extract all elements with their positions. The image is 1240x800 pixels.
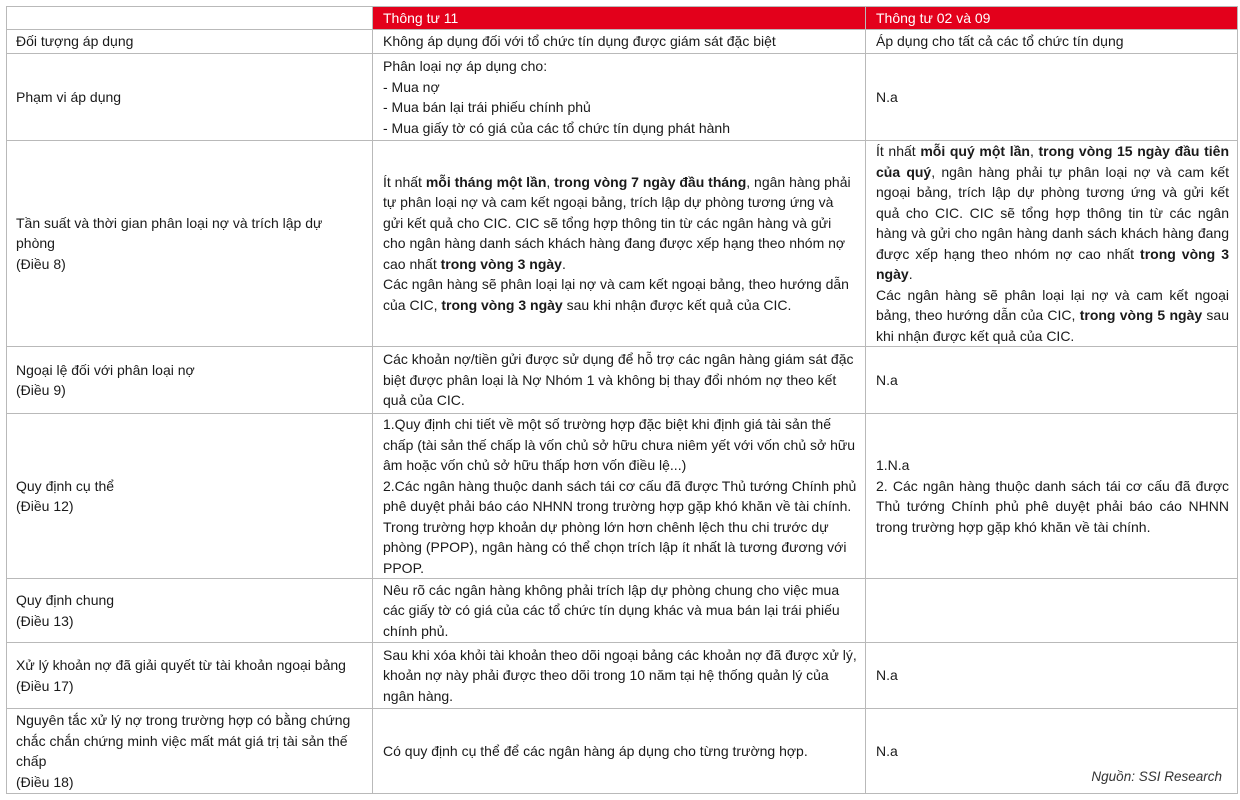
paragraph: Ít nhất mỗi quý một lần, trong vòng 15 ngày đầu tiên của quý, ngân hàng phải tự phân loại nợ và cam kết ngoại bảng, trích lập dự phòng tương ứng và gửi kết quả cho CIC. CIC sẽ tổng hợp thông tin từ các ngân hàng và gửi cho ngân hàng danh sách khách hàng đang được xếp hạng theo nhóm nợ cao nhất trong vòng 3 ngày.: [876, 143, 1230, 282]
row-cell-tt02: N.a: [866, 709, 1238, 794]
row-cell-tt02: Áp dụng cho tất cả các tổ chức tín dụng: [866, 30, 1238, 54]
paragraph: Ít nhất mỗi tháng một lần, trong vòng 7 ngày đầu tháng, ngân hàng phải tự phân loại nợ và cam kết ngoại bảng, trích lập dự phòng tương ứng và gửi kết quả cho CIC. CIC sẽ tổng hợp thông tin từ các ngân hàng và gửi cho ngân hàng danh sách khách hàng đang được xếp hạng theo nhóm nợ cao nhất trong vòng 3 ngày.: [383, 173, 851, 272]
table-row: [7, 30, 1238, 54]
row-label: Phạm vi áp dụng: [7, 54, 373, 141]
list-item: Phân loại nợ áp dụng cho:: [383, 58, 548, 74]
row-cell-tt02: N.a: [866, 54, 1238, 141]
list-item: 2. Các ngân hàng thuộc danh sách tái cơ cấu đã được Thủ tướng Chính phủ phê duyệt phải báo cáo NHNN trong trường hợp gặp khó khăn về tài chính.: [876, 477, 1229, 535]
row-cell-tt11: [373, 141, 866, 347]
row-cell-tt11: Nêu rõ các ngân hàng không phải trích lập dự phòng chung cho việc mua các giấy tờ có giá của các tổ chức tín dụng khác và mua bán lại trái phiếu chính phủ.: [373, 579, 866, 643]
row-cell-tt02: [866, 414, 1238, 579]
table-row: [7, 54, 1238, 141]
row-label: Ngoại lệ đối với phân loại nợ (Điều 9): [7, 347, 373, 414]
list-item: - Mua bán lại trái phiếu chính phủ: [383, 99, 591, 115]
paragraph: Các ngân hàng sẽ phân loại lại nợ và cam kết ngoại bảng, theo hướng dẫn của CIC, trong vòng 3 ngày sau khi nhận được kết quả của CIC.: [383, 276, 849, 313]
row-cell-tt11: Không áp dụng đối với tổ chức tín dụng được giám sát đặc biệt: [373, 30, 866, 54]
table-row: [7, 347, 1238, 414]
header-col1: [7, 7, 373, 30]
header-row: [7, 7, 1238, 30]
row-cell-tt11: Sau khi xóa khỏi tài khoản theo dõi ngoại bảng các khoản nợ đã được xử lý, khoản nợ này phải được theo dõi trong 10 năm tại hệ thống quản lý của ngân hàng.: [373, 643, 866, 709]
row-label: Tần suất và thời gian phân loại nợ và trích lập dự phòng (Điều 8): [7, 141, 373, 347]
header-thong-tu-02-09: Thông tư 02 và 09: [866, 7, 1238, 30]
row-cell-tt11: [373, 54, 866, 141]
row-label: Quy định chung (Điều 13): [7, 579, 373, 643]
table-row: [7, 414, 1238, 579]
row-cell-tt02: [866, 579, 1238, 643]
list-item: - Mua giấy tờ có giá của các tổ chức tín dụng phát hành: [383, 119, 730, 136]
row-cell-tt02: [866, 141, 1238, 347]
row-cell-tt11: Có quy định cụ thể để các ngân hàng áp dụng cho từng trường hợp.: [373, 709, 866, 794]
paragraph: Các ngân hàng sẽ phân loại lại nợ và cam kết ngoại bảng, theo hướng dẫn của CIC, trong vòng 5 ngày sau khi nhận được kết quả của CIC.: [876, 286, 1230, 344]
list-item: - Mua nợ: [383, 78, 440, 95]
list-item: 2.Các ngân hàng thuộc danh sách tái cơ cấu đã được Thủ tướng Chính phủ phê duyệt phải báo cáo NHNN trong trường hợp gặp khó khăn về tài chính. Trong trường hợp khoản dự phòng lớn hơn chênh lệch thu chi trước dự phòng (PPOP), ngân hàng có thể chọn trích lập ít nhất là tương đương với PPOP.: [383, 477, 857, 576]
table-row: [7, 141, 1238, 347]
row-cell-tt02: N.a: [866, 347, 1238, 414]
list-item: 1.N.a: [876, 457, 910, 473]
row-label: Nguyên tắc xử lý nợ trong trường hợp có bằng chứng chắc chắn chứng minh việc mất mát giá trị tài sản thế chấp (Điều 18): [7, 709, 373, 794]
table-row: [7, 709, 1238, 794]
row-label: Đối tượng áp dụng: [7, 30, 373, 54]
row-cell-tt11: Các khoản nợ/tiền gửi được sử dụng để hỗ trợ các ngân hàng giám sát đặc biệt được phân loại là Nợ Nhóm 1 và không bị thay đổi nhóm nợ theo kết quả của CIC.: [373, 347, 866, 414]
row-cell-tt11: [373, 414, 866, 579]
row-label: Xử lý khoản nợ đã giải quyết từ tài khoản ngoại bảng (Điều 17): [7, 643, 373, 709]
row-label: Quy định cụ thể (Điều 12): [7, 414, 373, 579]
row-cell-tt02: N.a: [866, 643, 1238, 709]
table-row: [7, 643, 1238, 709]
table-row: [7, 579, 1238, 643]
comparison-table: [6, 6, 1238, 794]
list-item: 1.Quy định chi tiết về một số trường hợp đặc biệt khi định giá tài sản thế chấp (tài sản thế chấp là vốn chủ sở hữu chưa niêm yết với vốn chủ sở hữu âm hoặc vốn chủ sở hữu thấp hơn vốn điều lệ...): [383, 416, 856, 473]
header-thong-tu-11: Thông tư 11: [373, 7, 866, 30]
source-note: Nguồn: SSI Research: [1091, 769, 1222, 784]
